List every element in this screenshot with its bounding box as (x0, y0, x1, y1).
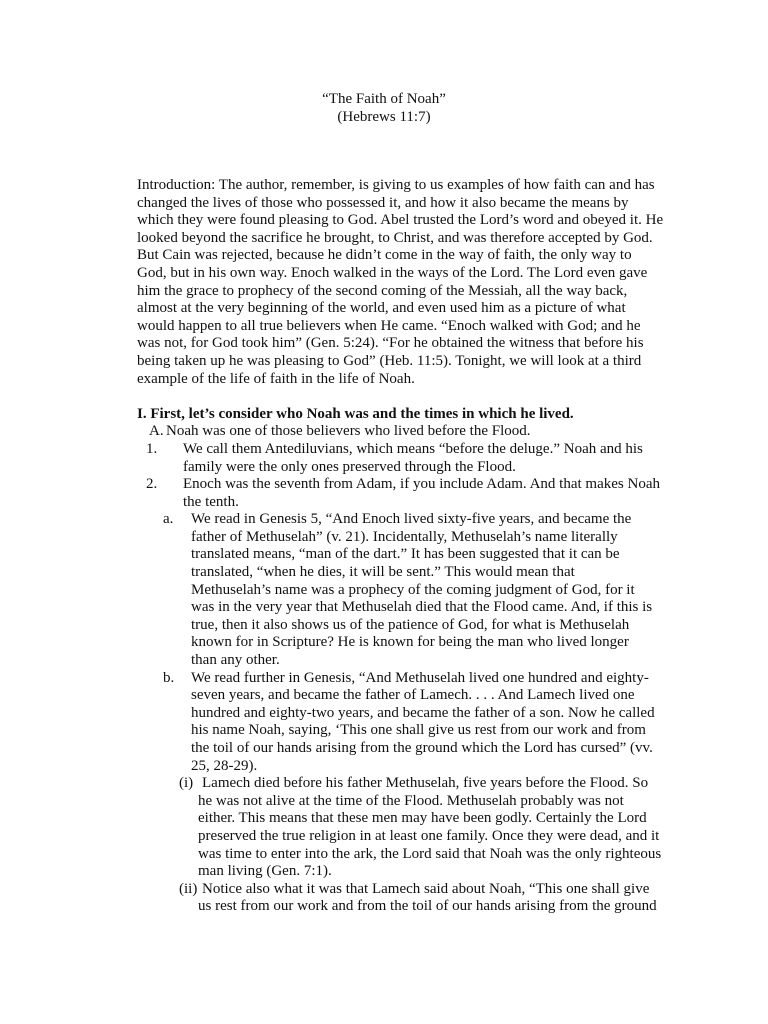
outline-item-i (137, 775, 664, 881)
introduction-paragraph: Introduction: The author, remember, is giving to us examples of how faith can and has changed the lives of those who possessed it, and how it also became the means by which they were found pleasing to God. Abel trusted the Lord’s word and obeyed it. He looked beyond the sacrifice he brought, to Christ, and was therefore accepted by God. But Cain was rejected, because he didn’t come in the way of faith, the only way to God, but in his own way. Enoch walked in the ways of the Lord. The Lord even gave him the grace to prophecy of the second coming of the Messiah, all the way back, almost at the very beginning of the world, and even used him as a picture of what would happen to all true believers when He came. “Enoch walked with God; and he was not, for God took him” (Gen. 5:24). “For he obtained the witness that before his being taken up he was pleasing to God” (Heb. 11:5). Tonight, we will look at a third example of the life of faith in the life of Noah. (137, 177, 664, 387)
spacer (137, 388, 664, 406)
outline-text: We read in Genesis 5, “And Enoch lived sixty-five years, and became the father of Methuselah” (v. 21). Incidentally, Methuselah’s name literally translated means, “man of the dart.” It has been suggested that it can be translated, “when he dies, it will be sent.” This would mean that Methuselah’s name was a prophecy of the coming judgment of God, for it was in the very year that Methuselah died that the Flood came. And, if this is true, then it also shows us of the patience of God, for what is Methuselah known for in Scripture? He is known for being the man who lived longer than any other. (191, 511, 653, 669)
outline-text: Noah was one of those believers who lived before the Flood. (166, 423, 531, 440)
scripture-reference: (Hebrews 11:7) (337, 108, 431, 125)
outline-marker: 1. (146, 440, 158, 457)
outline-marker: (ii) (179, 880, 198, 897)
outline-item-1 (134, 441, 664, 476)
document-body (137, 177, 664, 916)
outline-item-a (137, 511, 656, 669)
outline-text: We read further in Genesis, “And Methuselah lived one hundred and eighty-seven years, and became the father of Lamech. . . . And Lamech lived one hundred and eighty-two years, and became the father of a son. Now he called his name Noah, saying, ‘This one shall give us rest from our work and from the toil of our hands arising from the ground which the Lord has cursed” (vv. 25, 28-29). (191, 669, 655, 774)
sermon-title: “The Faith of Noah” (322, 91, 446, 107)
outline-marker: A. (149, 423, 164, 440)
outline-text: Lamech died before his father Methuselah, five years before the Flood. So he was not alive at the time of the Flood. Methuselah probably was not either. This means that these men may have been godly. Certainly the Lord preserved the true religion in at least one family. Once they were dead, and it was time to enter into the ark, the Lord said that Noah was the only righteous man living (Gen. 7:1). (198, 775, 662, 880)
outline-marker: 2. (146, 476, 158, 493)
outline-marker: (i) (179, 775, 194, 792)
title-block (0, 91, 768, 126)
outline-item-A (137, 423, 664, 441)
outline-item-2 (134, 476, 664, 511)
section-heading: I. First, let’s consider who Noah was and the times in which he lived. (137, 405, 574, 422)
outline-text: Enoch was the seventh from Adam, if you include Adam. And that makes Noah the tenth. (183, 476, 660, 510)
outline-marker: a. (163, 511, 174, 528)
outline-text: Notice also what it was that Lamech said about Noah, “This one shall give us rest from our work and from the toil of our hands arising from the ground (198, 880, 657, 915)
outline-item-b (137, 670, 656, 776)
outline-text: We call them Antediluvians, which means “before the deluge.” Noah and his family were the only ones preserved through the Flood. (183, 440, 643, 475)
outline-item-ii (137, 881, 664, 916)
outline-marker: b. (163, 669, 175, 686)
